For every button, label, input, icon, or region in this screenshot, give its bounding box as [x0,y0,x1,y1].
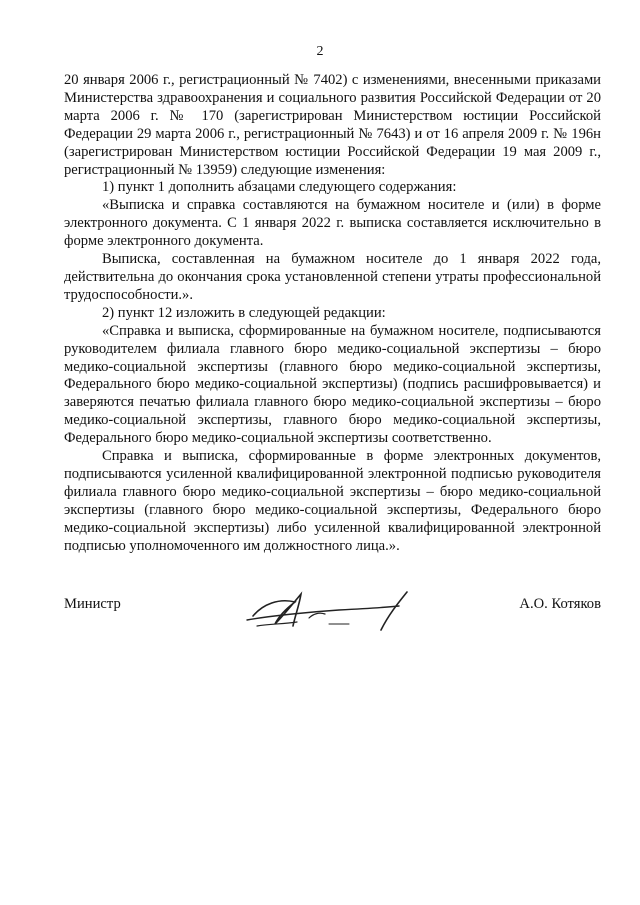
paragraph-paper-signing: «Справка и выписка, сформированные на бумажном носителе, подписываются руководителем филиала главного бюро медико-социальной экспертизы – бюро медико-социальной экспертизы (главного бюро медико-социальной экспертизы, Федерального бюро медико-социальной экспертизы) (подпись расшифровывается) и заверяются печатью филиала главного бюро медико-социальной экспертизы – бюро медико-социальной экспертизы, главного бюро медико-социальной экспертизы, Федерального бюро медико-социальной экспертизы соответственно. [64,322,601,447]
signatory-title: Министр [64,596,121,612]
paragraph-extract-form: «Выписка и справка составляются на бумажном носителе и (или) в форме электронного документа. С 1 января 2022 г. выписка составляется исключительно в форме электронного документа. [64,197,601,250]
paragraph-item-12: 2) пункт 12 изложить в следующей редакции: [102,304,386,321]
paragraph-electronic-signing: Справка и выписка, сформированные в форме электронных документов, подписываются усиленной квалифицированной электронной подписью руководителя филиала главного бюро медико-социальной экспертизы – бюро медико-социальной экспертизы (главного бюро медико-социальной экспертизы, Федерального бюро медико-социальной экспертизы) либо усиленной квалифицированной электронной подписью уполномоченного им должностного лица.». [64,448,601,554]
signature-block [64,586,601,636]
page-number: 2 [316,44,324,59]
document-body [64,72,601,555]
paragraph-extract-validity: Выписка, составленная на бумажном носителе до 1 января 2022 года, действительна до окончания срока установленной степени утраты профессиональной трудоспособности.». [64,251,601,303]
handwritten-signature [239,586,419,634]
signatory-name: А.О. Котяков [519,596,601,612]
paragraph-item-1: 1) пункт 1 дополнить абзацами следующего содержания: [102,179,457,196]
paragraph-amendment-intro: 20 января 2006 г., регистрационный № 7402) с изменениями, внесенными приказами Министерства здравоохранения и социального развития Российской Федерации от 20 марта 2006 г. № 170 (зарегистрирован Министерством юстиции Российской Федерации 29 марта 2006 г., регистрационный № 7643) и от 16 апреля 2009 г. № 196н (зарегистрирован Министерством юстиции Российской Федерации 19 мая 2009 г., регистрационный № 13959) следующие изменения: [64,72,601,178]
